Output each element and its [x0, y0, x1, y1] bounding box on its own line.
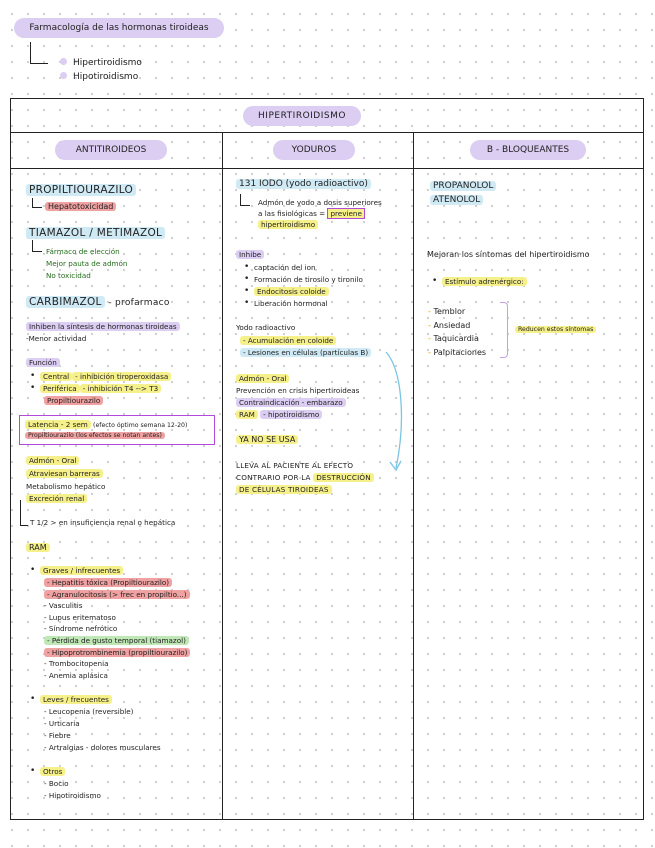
bb-estimulo: • Estímulo adrenérgico:	[442, 277, 527, 286]
ram-otros-list: - Bocio - Hipotiroidismo	[44, 779, 101, 800]
page-title: Farmacología de las hormonas tiroideas	[14, 18, 224, 38]
ram-leves-list: - Leucopenia (reversible) - Urticaria - Fiebre - Artralgias - dolores musculares	[44, 707, 161, 752]
drug2-bracket	[32, 240, 42, 252]
funcion-central: • Central - inhibición tiroperoxidasa	[40, 372, 171, 381]
symptom-temblor: Temblor	[433, 307, 466, 316]
bb-mejoran: Mejoran los síntomas del hipertiroidismo	[427, 250, 590, 259]
drug-atenolol: ATENOLOL	[430, 195, 483, 205]
drug1-bracket	[32, 198, 42, 208]
table-header-divider	[10, 168, 644, 169]
radio-title: Yodo radioactivo	[236, 323, 296, 332]
pk-excrecion: Excreción renal	[26, 494, 87, 503]
drug2-note-3: No toxicidad	[46, 271, 91, 280]
latencia-note: Propiltiourazilo (los efectos se notan antes)	[25, 432, 165, 439]
yodo-contraindicacion: Contraindicación - embarazo	[236, 398, 346, 407]
latencia-label: Latencia - 2 sem (efecto óptimo semana 12-20)	[25, 420, 187, 429]
table-title-divider	[10, 132, 644, 133]
header-item-hipertiroidismo: Hipertiroidismo	[60, 58, 142, 68]
drug-propanolol: PROPANOLOL	[430, 181, 496, 191]
column-divider-2	[413, 132, 414, 820]
bb-symptoms: - Temblor - Ansiedad - Taquicardia - Palpitaciones	[428, 307, 487, 357]
drug-propiltiourazilo: PROPILTIOURAZILO	[26, 184, 136, 196]
bullet-dot	[60, 72, 67, 79]
bullet-dot	[60, 58, 67, 65]
symptom-palpitaciones: Palpitaciones	[433, 347, 487, 357]
pk-barreras: Atraviesan barreras	[26, 469, 103, 478]
column-divider-1	[222, 132, 223, 820]
column-header-yoduros: YODUROS	[273, 140, 355, 160]
pk-metabolismo: Metabolismo hepático	[26, 482, 106, 491]
ram-leves-title: • Leves / frecuentes	[40, 695, 112, 704]
yodo-bracket	[240, 194, 250, 206]
drug-tiamazol: TIAMAZOL / METIMAZOL	[26, 227, 165, 239]
ram-title: RAM	[26, 543, 50, 552]
symptom-taquicardia: Taquicardia	[433, 334, 479, 344]
drug2-note-2: Mejor pauta de admón	[46, 259, 128, 268]
symptoms-brace	[500, 302, 508, 358]
radio-item-1: - Acumulación en coloide	[240, 336, 336, 345]
bb-reducen: Reducen estos síntomas	[515, 326, 596, 333]
column-header-antitiroideos: ANTITIROIDEOS	[55, 140, 167, 160]
yodo-admon: Admón - Oral	[236, 374, 289, 383]
table-title: HIPERTIROIDISMO	[243, 106, 361, 126]
yodo-note: Admón de yodo a dosis superiores a las fisiológicas = previene hipertiroidismo	[258, 198, 382, 229]
drug-carbimazol: CARBIMAZOL - profarmaco	[26, 296, 170, 308]
ram-graves-title: • Graves / infrecuentes	[40, 566, 123, 575]
yodo-no-usa: YA NO SE USA	[236, 435, 298, 444]
column-header-bbloqueantes: B - BLOQUEANTES	[470, 140, 586, 160]
header-bracket	[30, 42, 48, 64]
inhibe-title: Inhibe	[236, 250, 264, 259]
drug-iodo-131: 131 IODO (yodo radioactivo)	[236, 179, 371, 189]
pk-t12: T 1/2 > en insuficiencia renal o hepática	[30, 518, 176, 527]
header-item-hipotiroidismo: Hipotiroidismo	[60, 72, 138, 82]
drug2-note-1: Fármaco de elección	[46, 247, 120, 256]
radio-item-2: - Lesiones en células (partículas B)	[240, 348, 371, 357]
inhibe-item-2: • Formación de tirosilo y tironilo	[254, 275, 363, 284]
mechanism-text: Inhiben la síntesis de hormonas tiroideas	[26, 322, 180, 331]
inhibe-item-4: • Liberación hormonal	[254, 299, 328, 308]
ram-graves-list: - Hepatitis tóxica (Propiltiourazilo) - Agranulocitosis (> frec en propiltio...) - Vasculitis - Lupus eritematoso - Síndrome nefrótico - Pérdida de gusto temporal (tiamazol) - Hipoprotrombinemia (propiltiourazilo) - Trombocitopenia - Anemia aplásica	[44, 577, 190, 681]
prevent-box: previene	[327, 208, 364, 219]
yodo-lleva: LLEVA AL PACIENTE AL EFECTO CONTRARIO POR LA DESTRUCCIÓN DE CÉLULAS TIROIDEAS	[236, 460, 374, 496]
funcion-periferica-drug: Propiltiourazilo	[44, 396, 103, 405]
mechanism-note: -Menor actividad	[26, 334, 87, 343]
pk-admon: Admón - Oral	[26, 456, 79, 465]
inhibe-item-3: • Endocitosis coloide	[254, 287, 329, 296]
pk-bracket	[20, 500, 28, 526]
drug1-note: Hepatotoxicidad	[45, 202, 116, 211]
inhibe-item-1: • captación del ion	[254, 263, 316, 272]
funcion-periferica: • Periférica - inhibición T4 --> T3	[40, 384, 161, 393]
yodo-ram: RAM - hipotiroidismo	[236, 410, 322, 419]
connector-arrow	[380, 350, 410, 480]
symptom-ansiedad: Ansiedad	[433, 320, 471, 330]
ram-otros-title: • Otros	[40, 767, 65, 776]
yodo-prevencion: Prevención en crisis hipertiroideas	[236, 386, 360, 395]
funcion-title: Función	[26, 358, 60, 367]
